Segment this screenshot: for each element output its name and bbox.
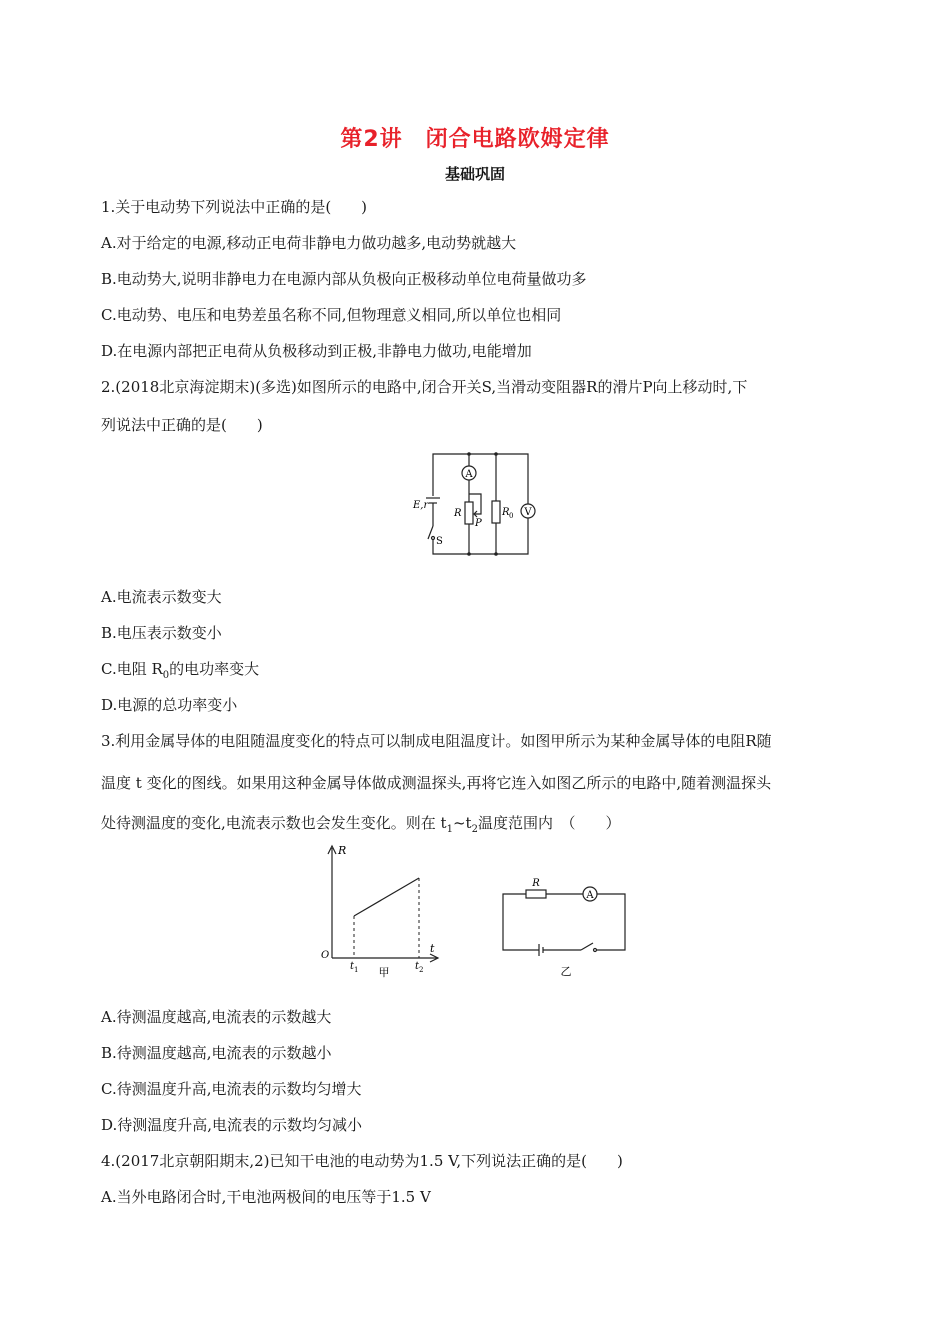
q3-stem-sub2: 2 xyxy=(471,824,478,835)
q1-stem: 1.关于电动势下列说法中正确的是( ) xyxy=(101,198,368,216)
q3-graph-x-label: t xyxy=(430,942,435,955)
q3-graph-t1: t xyxy=(350,961,355,972)
q3-stem-line3-c: 温度范围内 （ ） xyxy=(477,814,621,832)
q3-stem-line3-b: ~t xyxy=(452,814,472,832)
q2-option-d: D.电源的总功率变小 xyxy=(101,696,238,714)
q2-option-c-prefix: C.电阻 R xyxy=(101,660,163,678)
q2-option-c-suffix: 的电功率变大 xyxy=(169,660,260,678)
q3-option-c: C.待测温度升高,电流表的示数均匀增大 xyxy=(101,1080,362,1098)
q3-graph-jia xyxy=(318,840,448,980)
q1-option-a: A.对于给定的电源,移动正电荷非静电力做功越多,电动势就越大 xyxy=(101,234,517,252)
q2-stem-line2: 列说法中正确的是( ) xyxy=(101,416,263,434)
q2-option-a: A.电流表示数变大 xyxy=(101,588,222,606)
q3-circuit-ammeter-label: A xyxy=(586,890,594,901)
q3-option-a: A.待测温度越高,电流表的示数越大 xyxy=(101,1008,332,1026)
q3-circuit-resistor-label: R xyxy=(532,878,540,889)
q1-option-c: C.电动势、电压和电势差虽名称不同,但物理意义相同,所以单位也相同 xyxy=(101,306,562,324)
q4-option-a: A.当外电路闭合时,干电池两极间的电压等于1.5 V xyxy=(101,1188,431,1206)
q2-ammeter-label: A xyxy=(465,469,473,480)
q3-stem-line3-a: 处待测温度的变化,电流表示数也会发生变化。则在 t xyxy=(101,814,447,832)
q2-r0-subscript: 0 xyxy=(509,512,514,520)
q3-stem-line2: 温度 t 变化的图线。如果用这种金属导体做成测温探头,再将它连入如图乙所示的电路中,随着测温探头 xyxy=(101,774,772,792)
q4-stem: 4.(2017北京朝阳期末,2)已知干电池的电动势为1.5 V,下列说法正确的是( ) xyxy=(101,1152,623,1170)
q3-graph-origin: O xyxy=(321,950,330,961)
q2-rheostat-label: R xyxy=(454,508,462,519)
q3-stem-sub1: 1 xyxy=(446,824,453,835)
q3-circuit-yi xyxy=(495,872,635,980)
q2-option-c-sub: 0 xyxy=(162,670,170,681)
page-title: 第2讲 闭合电路欧姆定律 xyxy=(340,127,610,152)
q3-stem-line1: 3.利用金属导体的电阻随温度变化的特点可以制成电阻温度计。如图甲所示为某种金属导体的电阻R随 xyxy=(101,732,772,750)
q3-circuit-caption: 乙 xyxy=(560,965,572,978)
q3-graph-t1-sub: 1 xyxy=(354,966,359,974)
q3-stem-line3 xyxy=(101,813,620,840)
q2-option-b: B.电压表示数变小 xyxy=(101,624,222,642)
q2-stem-line1: 2.(2018北京海淀期末)(多选)如图所示的电路中,闭合开关S,当滑动变阻器R的滑片P向上移动时,下 xyxy=(101,378,748,396)
q3-graph-y-label: R xyxy=(338,844,347,857)
q2-r0-label: R xyxy=(502,507,510,518)
q3-graph-caption: 甲 xyxy=(378,966,390,979)
q3-graph-t2-sub: 2 xyxy=(419,966,424,974)
q2-circuit-diagram xyxy=(405,446,550,561)
q2-voltmeter-label: V xyxy=(524,507,532,518)
q2-emf-label: E,r xyxy=(413,500,429,511)
q2-switch-label: S xyxy=(436,536,443,547)
q3-graph-t2: t xyxy=(415,961,420,972)
q2-option-c xyxy=(101,659,259,686)
section-heading: 基础巩固 xyxy=(444,165,505,183)
q1-option-b: B.电动势大,说明非静电力在电源内部从负极向正极移动单位电荷量做功多 xyxy=(101,270,587,288)
q3-option-b: B.待测温度越高,电流表的示数越小 xyxy=(101,1044,332,1062)
q1-option-d: D.在电源内部把正电荷从负极移动到正极,非静电力做功,电能增加 xyxy=(101,342,532,360)
q3-option-d: D.待测温度升高,电流表的示数均匀减小 xyxy=(101,1116,363,1134)
q2-slider-label: P xyxy=(475,518,482,529)
